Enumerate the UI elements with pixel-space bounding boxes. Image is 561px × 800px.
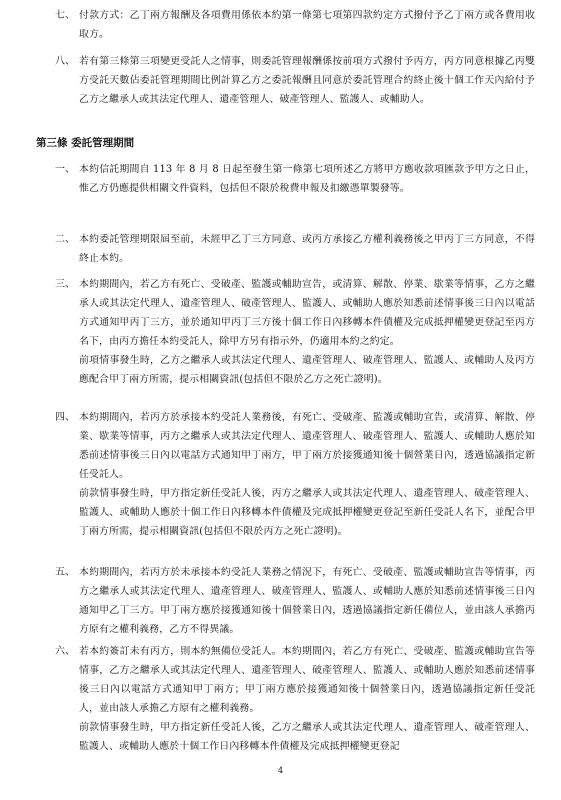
clause-body bbox=[79, 230, 535, 268]
clause-number: 二、 bbox=[55, 234, 75, 245]
clause-paragraph: 本約期間內，若乙方有死亡、受破產、監護或輔助宣告，或清算、解散、停業、歇業等情事，乙方之繼承人或其法定代理人、遺產管理人、破產管理人、監護人、或輔助人應於知悉前述情事後三日內以電話方式通知甲丙丁三方，並於通知甲丙丁三方後十個工作日內移轉本件債權及完成抵押權變更登記至丙方名下，由丙方擔任本約受託人，除甲方另有指示外，仍適用本約之約定。 bbox=[79, 279, 535, 347]
clause-body bbox=[79, 563, 535, 639]
clause-paragraph: 若本約簽訂未有丙方，則本約無備位受託人。本約期間內，若乙方有死亡、受破產、監護或輔助宣告等情事，乙方之繼承人或其法定代理人、遺產管理人、破產管理人、監護人、或輔助人應於知悉前述情事後三日內以電話方式通知甲丁兩方；甲丁兩方應於接獲通知後十個營業日內，透過協議指定新任受託人，並由該人承擔乙方原有之權利義務。 bbox=[79, 646, 535, 714]
section-item-4 bbox=[55, 408, 535, 541]
clause-paragraph: 前款情事發生時，甲方指定新任受託人後，丙方之繼承人或其法定代理人、遺產管理人、破產管理人、監護人、或輔助人應於十個工作日內移轉本件債權及完成抵押權變更登記至新任受託人名下，並配合甲丁兩方所需，提示相關資訊(包括但不限於丙方之死亡證明)。 bbox=[79, 488, 535, 537]
clause-number: 四、 bbox=[55, 412, 75, 423]
section-item-2 bbox=[55, 230, 535, 268]
section-item-5 bbox=[55, 563, 535, 639]
clause-body bbox=[79, 275, 535, 389]
clause-item-7 bbox=[55, 6, 535, 44]
clause-paragraph: 本約委託管理期限屆至前，未經甲乙丁三方同意、或丙方承接乙方權利義務後之甲丙丁三方同意，不得終止本約。 bbox=[79, 234, 535, 264]
clause-paragraph: 本約信託期間自 113 年 8 月 8 日起至發生第一條第七項所述乙方將甲方應收款項匯款予甲方之日止，惟乙方仍應提供相關文件資料，包括但不限於稅費申報及扣繳憑單製發等。 bbox=[79, 164, 535, 194]
section-heading: 第三條 委託管理期間 bbox=[36, 137, 135, 149]
clause-number: 七、 bbox=[55, 10, 75, 21]
clause-number: 八、 bbox=[55, 56, 75, 67]
clause-paragraph: 本約期間內，若丙方於承接本約受託人業務後，有死亡、受破產、監護或輔助宣告，或清算、解散、停業、歇業等情事，丙方之繼承人或其法定代理人、遺產管理人、破產管理人、監護人、或輔助人應於知悉前述情事後三日內以電話方式通知甲丁兩方，甲丁兩方於接獲通知後十個營業日內，透過協議指定新任受託人。 bbox=[79, 412, 535, 480]
clause-body bbox=[79, 408, 535, 541]
section-item-6 bbox=[55, 642, 535, 756]
clause-paragraph: 本約期間內，若丙方於未承接本約受託人業務之情況下，有死亡、受破產、監護或輔助宣告等情事，丙方之繼承人或其法定代理人、遺產管理人、破產管理人、監護人、或輔助人應於知悉前述情事後三日內通知甲乙丁三方。甲丁兩方應於接獲通知後十個營業日內，透過協議指定新任備位人，並由該人承擔丙方原有之權利義務，乙方不得異議。 bbox=[79, 567, 535, 635]
page-number: 4 bbox=[277, 766, 284, 775]
section-item-1 bbox=[55, 160, 535, 198]
clause-number: 五、 bbox=[55, 567, 75, 578]
section-item-3 bbox=[55, 275, 535, 389]
clause-body bbox=[79, 642, 535, 756]
clause-text: 付款方式：乙丁兩方報酬及各項費用係依本約第一條第七項第四款約定方式撥付予乙丁兩方或各費用收取方。 bbox=[79, 10, 535, 40]
clause-paragraph: 前項情事發生時，乙方之繼承人或其法定代理人、遺產管理人、破產管理人、監護人、或輔助人及丙方應配合甲丁兩方所需，提示相關資訊(包括但不限於乙方之死亡證明)。 bbox=[79, 355, 535, 385]
clause-number: 三、 bbox=[55, 279, 75, 290]
clause-body bbox=[79, 160, 535, 198]
clause-text: 若有第三條第三項變更受託人之情事，則委託管理報酬係按前項方式撥付予丙方，丙方同意根據乙丙雙方受託天數佔委託管理期間比例計算乙方之委託報酬且同意於委託管理合約終止後十個工作天內給付予乙方之繼承人或其法定代理人、遺產管理人、破產管理人、監護人、或輔助人。 bbox=[79, 56, 535, 105]
clause-number: 六、 bbox=[55, 646, 75, 657]
clause-number: 一、 bbox=[55, 164, 75, 175]
clause-item-8 bbox=[55, 52, 535, 109]
clause-paragraph: 前款情事發生時，甲方指定新任受託人後，乙方之繼承人或其法定代理人、遺產管理人、破產管理人、監護人、或輔助人應於十個工作日內移轉本件債權及完成抵押權變更登記 bbox=[79, 722, 535, 752]
